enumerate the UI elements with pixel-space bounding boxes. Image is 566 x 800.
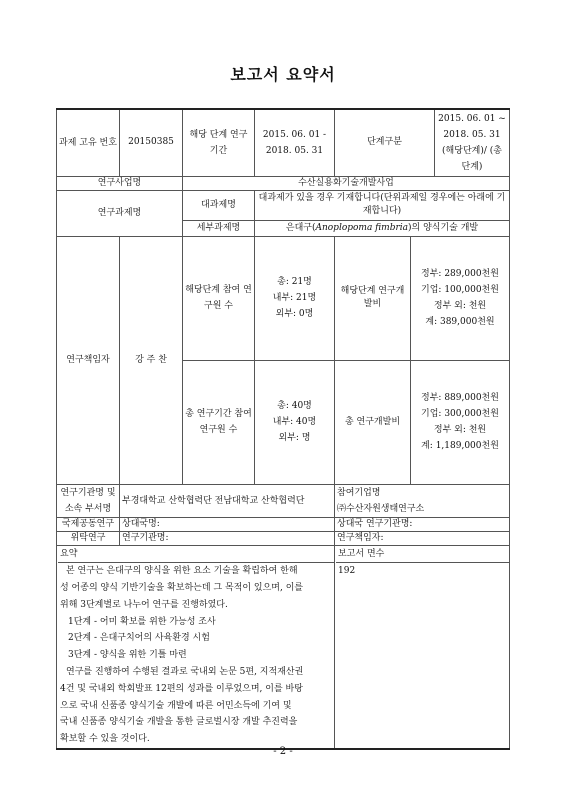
- stage-cost-label: 해당단계 연구개발비: [335, 236, 411, 360]
- summary-line: 으로 국내 신품종 양식기술 개발에 따른 어민소득에 기여 및: [60, 700, 292, 711]
- summary-line: 연구를 진행하여 수행된 결과로 국내외 논문 5편, 지적재산권: [66, 667, 304, 678]
- report-pages-value: 192: [338, 566, 356, 577]
- partner-company-value: ㈜수산자원생태연구소: [337, 503, 425, 514]
- intl-research-label: 국제공동연구: [57, 517, 120, 531]
- researcher-label: 연구책임자: [57, 236, 120, 484]
- major-task-label: 대과제명: [183, 190, 255, 220]
- commission-org: 연구기관명:: [120, 531, 335, 545]
- stage-value: 2015. 06. 01 ~ 2018. 05. 31 (해당단계)/ (총 단계): [435, 109, 510, 176]
- report-title: 보고서 요약서: [230, 65, 336, 84]
- detail-task-label: 세부과제명: [183, 220, 255, 236]
- summary-line: 본 연구는 은대구의 양식을 위한 요소 기술을 확립하여 한해: [66, 566, 298, 577]
- intl-partner-country: 상대국명:: [120, 517, 335, 531]
- institution-label: 연구기관명 및 소속 부서명: [57, 484, 120, 517]
- total-cost-label: 총 연구개발비: [335, 360, 411, 484]
- total-cost-values: 정부: 889,000천원 기업: 300,000천원 정부 외: 천원 계: 1,189,000천원: [411, 360, 510, 484]
- period-value: 2015. 06. 01 - 2018. 05. 31: [255, 109, 335, 176]
- summary-line: 확보할 수 있을 것이다.: [60, 734, 150, 745]
- task-id-label: 과제 고유 번호: [57, 109, 120, 176]
- page-number: - 2 -: [273, 746, 293, 757]
- summary-table: [56, 108, 510, 750]
- institution-value: 부경대학교 산학협력단 전남대학교 산학협력단: [120, 484, 335, 517]
- task-label: 연구과제명: [57, 190, 183, 236]
- summary-line: 3단계 - 양식을 위한 기틀 마련: [68, 650, 187, 661]
- summary-line: 위해 3단계별로 나누어 연구를 진행하였다.: [60, 599, 228, 610]
- total-people-label: 총 연구기간 참여 연구원 수: [183, 360, 255, 484]
- task-id-value: 20150385: [120, 109, 183, 176]
- stage-label: 단계구분: [335, 109, 435, 176]
- summary-label: 요약: [60, 548, 78, 559]
- stage-cost-values: 정부: 289,000천원 기업: 100,000천원 정부 외: 천원 계: 389,000천원: [411, 236, 510, 360]
- major-task-value: 대과제가 있을 경우 기재합니다(단위과제일 경우에는 아래에 기재합니다): [255, 190, 510, 220]
- summary-body: [57, 545, 335, 749]
- species-name: Anoplopoma fimbria: [315, 222, 409, 233]
- summary-line: 2단계 - 은대구치어의 사육환경 시험: [68, 633, 210, 644]
- total-people-counts: 총: 40명 내부: 40명 외부: 명: [255, 360, 335, 484]
- partner-company: [335, 484, 510, 517]
- stage-people-label: 해당단계 참여 연구원 수: [183, 236, 255, 360]
- researcher-name: 강 주 찬: [120, 236, 183, 484]
- commission-lead: 연구책임자:: [335, 531, 510, 545]
- period-label: 해당 단계 연구 기간: [183, 109, 255, 176]
- stage-people-counts: 총: 21명 내부: 21명 외부: 0명: [255, 236, 335, 360]
- detail-task-value: 은대구(Anoplopoma fimbria)의 양식기술 개발: [255, 220, 510, 236]
- project-value: 수산실용화기술개발사업: [183, 176, 510, 190]
- summary-line: 1단계 - 어미 확보를 위한 가능성 조사: [68, 616, 216, 627]
- summary-line: 국내 신품종 양식기술 개발을 통한 글로벌시장 개발 추진력을: [60, 717, 298, 728]
- project-label: 연구사업명: [57, 176, 183, 190]
- report-pages-label: 보고서 면수: [338, 548, 385, 559]
- intl-partner-org: 상대국 연구기관명:: [335, 517, 510, 531]
- summary-line: 성 어종의 양식 기반기술을 확보하는데 그 목적이 있으며, 이를: [60, 583, 304, 594]
- commission-research-label: 위탁연구: [57, 531, 120, 545]
- partner-company-label: 참여기업명: [337, 487, 381, 498]
- summary-line: 4건 및 국내외 학회발표 12편의 성과를 이루었으며, 이를 바탕: [60, 683, 303, 694]
- report-pages: [335, 545, 510, 749]
